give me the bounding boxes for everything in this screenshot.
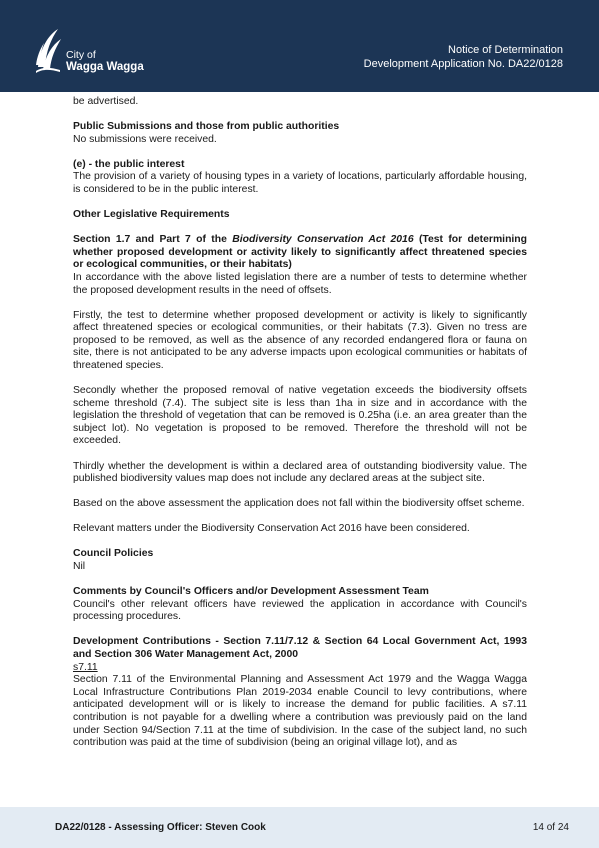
page-header — [0, 0, 599, 92]
heading-public-submissions: Public Submissions and those from public authorities — [73, 121, 340, 133]
paragraph-firstly: Firstly, the test to determine whether proposed development or activity is likely to significantly affect threatened species or ecological communities, or their habitats (7.3). Given no tress are proposed to be removed, as well as the absence of any recorded endangered flora or fauna on site, there is not anticipated to be any adverse impacts upon ecological communities or habitats of threatened species. — [73, 309, 527, 371]
page-footer — [0, 807, 599, 848]
paragraph-public-interest: The provision of a variety of housing types in a variety of locations, particularly affordable housing, is considered to be in the public interest. — [73, 171, 527, 195]
logo-text — [66, 49, 144, 73]
logo-line-1: City of — [66, 49, 96, 61]
heading-section-1-7: Section 1.7 and Part 7 of the Biodiversity Conservation Act 2016 (Test for determining whether proposed development or activity likely to significantly affect threatened species or ecological communities, or their habitats) — [73, 234, 527, 271]
document-title-line-2: Development Application No. DA22/0128 — [363, 58, 563, 70]
paragraph-section-1-7: In accordance with the above listed legislation there are a number of tests to determine whether the proposed development results in the need of offsets. — [73, 271, 527, 296]
paragraph-public-submissions: No submissions were received. — [73, 133, 217, 145]
subheading-s7-11: s7.11 — [73, 661, 98, 673]
paragraph-secondly: Secondly whether the proposed removal of native vegetation exceeds the biodiversity offsets scheme threshold (7.4). The subject site is less than 1ha in size and in accordance with the legislation the threshold of vegetation that can be removed is 0.25ha (i.e. an area greater than the subject lot). No vegetation is proposed to be removed. Therefore the threshold will not be exceeded. — [73, 385, 527, 447]
document-body — [73, 96, 527, 762]
document-title-line-1: Notice of Determination — [448, 44, 563, 56]
wagga-wagga-logo-icon — [34, 27, 64, 73]
heading-comments: Comments by Council's Officers and/or Development Assessment Team — [73, 586, 429, 598]
footer-page-number: 14 of 24 — [532, 822, 569, 833]
paragraph-relevant: Relevant matters under the Biodiversity Conservation Act 2016 have been considered. — [73, 523, 470, 535]
paragraph-comments: Council's other relevant officers have reviewed the application in accordance with Council's processing procedures. — [73, 598, 527, 623]
paragraph-s7-11: Section 7.11 of the Environmental Planning and Assessment Act 1979 and the Wagga Wagga Local Infrastructure Contributions Plan 2019-2034 enable Council to levy contributions, where anticipated development will or is likely to increase the demand for public facilities. A s7.11 contribution is not payable for a dwelling where a contribution was previously paid on the land under Section 94/Section 7.11 at the time of subdivision. In the case of the subject land, no such contribution was paid at the time of subdivision (being an original village lot), and as — [73, 674, 527, 749]
heading-other-legislative: Other Legislative Requirements — [73, 209, 230, 221]
paragraph-advertised: be advertised. — [73, 96, 139, 107]
paragraph-based: Based on the above assessment the application does not fall within the biodiversity offset scheme. — [73, 498, 525, 510]
heading-council-policies: Council Policies — [73, 548, 154, 560]
paragraph-thirdly: Thirdly whether the development is within a declared area of outstanding biodiversity value. The published biodiversity values map does not include any declared areas at the subject site. — [73, 460, 527, 485]
council-logo — [34, 27, 144, 77]
logo-line-2: Wagga Wagga — [66, 61, 144, 73]
heading-contributions: Development Contributions - Section 7.11/7.12 & Section 64 Local Government Act, 1993 and Section 306 Water Management Act, 2000 — [73, 636, 527, 660]
footer-assessing-officer: DA22/0128 - Assessing Officer: Steven Cook — [55, 822, 266, 833]
paragraph-council-policies: Nil — [73, 561, 86, 573]
heading-public-interest: (e) - the public interest — [73, 158, 185, 170]
document-title — [364, 43, 563, 71]
